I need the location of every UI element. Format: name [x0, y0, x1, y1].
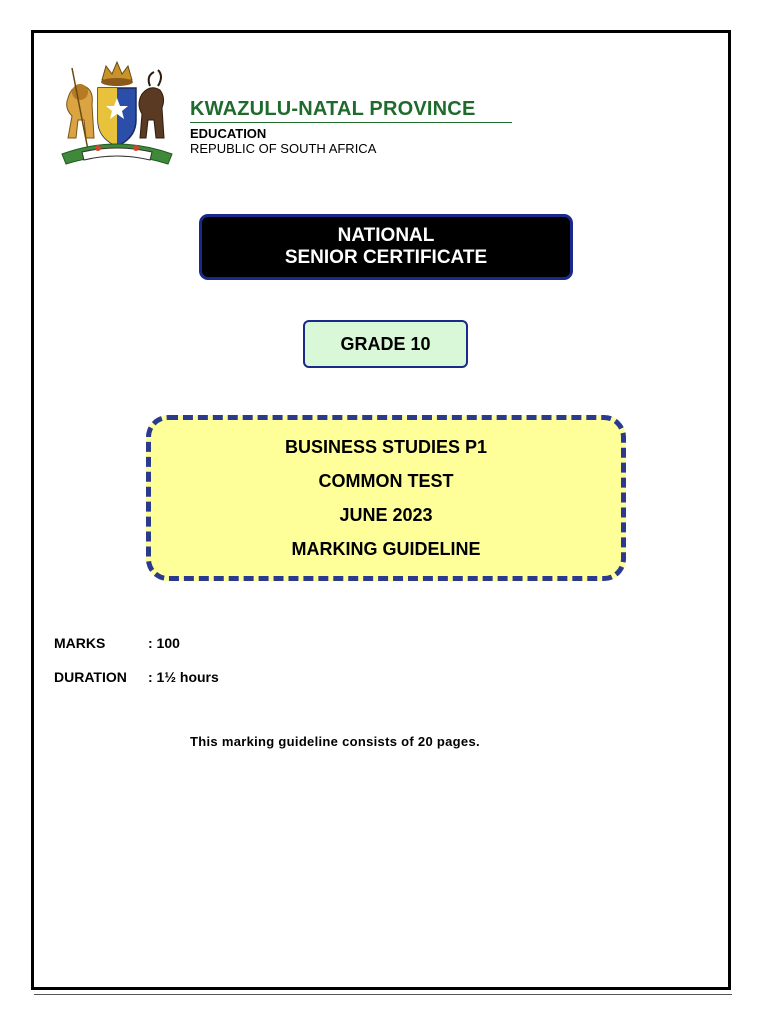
province-title: KWAZULU-NATAL PROVINCE — [190, 98, 476, 120]
header-divider — [190, 122, 512, 123]
grade-badge: GRADE 10 — [303, 320, 468, 368]
coat-of-arms-icon — [58, 58, 176, 170]
duration-value: : 1½ hours — [148, 669, 219, 685]
duration-label: DURATION — [54, 669, 127, 685]
page-count-note: This marking guideline consists of 20 pages. — [190, 734, 480, 749]
subject-name: BUSINESS STUDIES P1 — [284, 437, 488, 457]
certificate-banner — [199, 214, 573, 280]
marks-row — [54, 635, 180, 651]
subject-panel — [146, 415, 626, 581]
page-border-shadow-line — [34, 994, 732, 995]
marks-value: : 100 — [148, 635, 180, 651]
certificate-line-2: SENIOR CERTIFICATE — [284, 247, 488, 268]
certificate-line-1: NATIONAL — [337, 225, 435, 246]
department-name: EDUCATION — [190, 126, 267, 141]
duration-row — [54, 669, 219, 685]
country-name: REPUBLIC OF SOUTH AFRICA — [190, 141, 377, 156]
marks-label: MARKS — [54, 635, 106, 651]
document-type: MARKING GUIDELINE — [291, 539, 481, 559]
test-type: COMMON TEST — [318, 471, 454, 491]
test-date: JUNE 2023 — [339, 505, 433, 525]
